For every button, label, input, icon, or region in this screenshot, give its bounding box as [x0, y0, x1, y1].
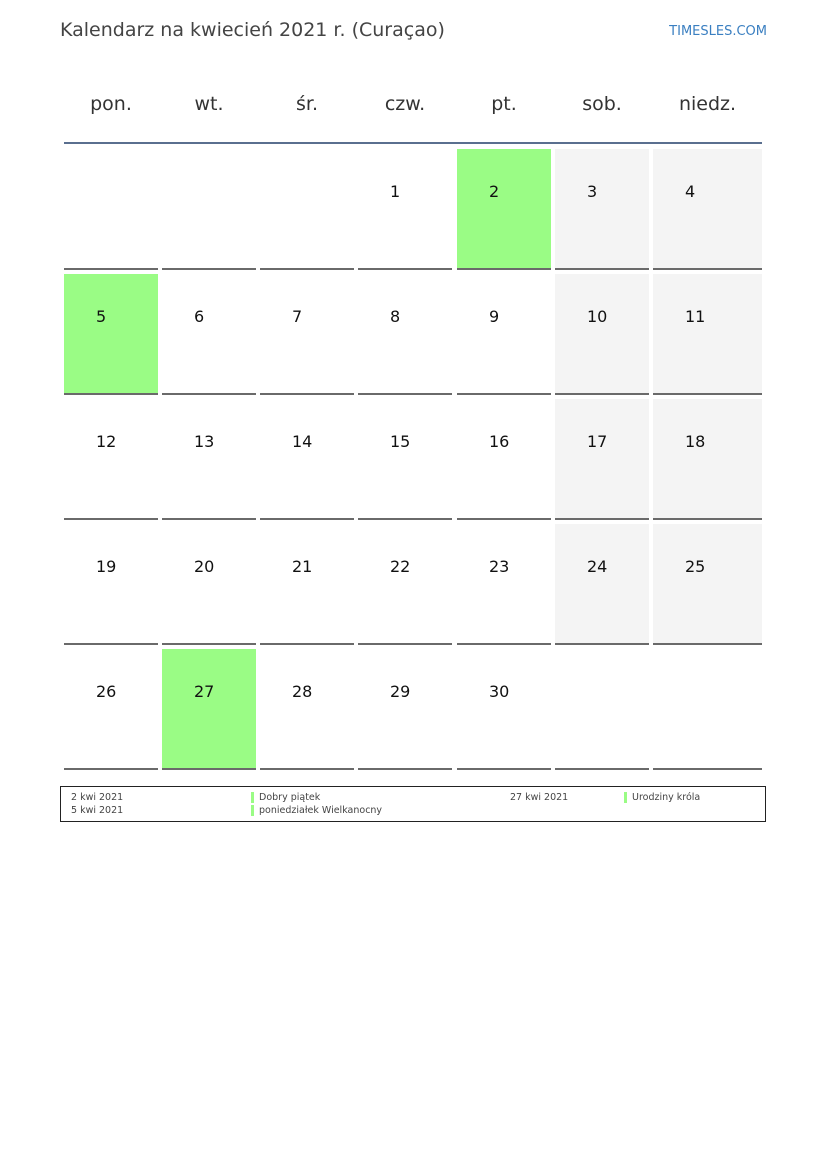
legend-color-marker — [251, 792, 254, 803]
day-number: 29 — [390, 682, 411, 701]
day-number: 27 — [194, 682, 215, 701]
day-number: 28 — [292, 682, 313, 701]
day-number: 26 — [96, 682, 117, 701]
day-cell[interactable] — [457, 399, 551, 520]
day-cell[interactable] — [162, 399, 256, 520]
day-cell[interactable] — [653, 524, 762, 645]
legend-date-3: 27 kwi 2021 — [510, 792, 569, 803]
day-cell[interactable] — [555, 524, 649, 645]
weekday-label: wt. — [194, 93, 224, 115]
day-cell[interactable] — [162, 524, 256, 645]
day-cell[interactable] — [358, 524, 452, 645]
empty-day-cell — [64, 149, 158, 270]
day-number: 16 — [489, 432, 510, 451]
legend-date-1: 2 kwi 2021 — [71, 792, 124, 803]
day-number: 15 — [390, 432, 411, 451]
day-cell[interactable] — [555, 274, 649, 395]
day-cell[interactable] — [358, 149, 452, 270]
weekday-label: śr. — [295, 93, 318, 115]
day-cell[interactable] — [162, 274, 256, 395]
day-number: 30 — [489, 682, 510, 701]
day-number: 18 — [685, 432, 706, 451]
weekday-header-row — [64, 88, 762, 120]
legend-name-3: Urodziny króla — [632, 792, 701, 803]
day-number: 10 — [587, 307, 608, 326]
day-cell[interactable] — [358, 399, 452, 520]
day-number: 2 — [489, 182, 500, 201]
day-number: 1 — [390, 182, 401, 201]
empty-day-cell — [162, 149, 256, 270]
day-cell[interactable] — [64, 399, 158, 520]
legend-name-1: Dobry piątek — [259, 792, 321, 803]
weekday-label: sob. — [582, 93, 622, 115]
day-cell[interactable] — [64, 524, 158, 645]
day-cell[interactable] — [555, 149, 649, 270]
day-cell[interactable] — [555, 399, 649, 520]
day-cell[interactable] — [260, 399, 354, 520]
page-title: Kalendarz na kwiecień 2021 r. (Curaçao) — [60, 19, 445, 41]
day-number: 9 — [489, 307, 500, 326]
weekday-label: pon. — [90, 93, 132, 115]
day-number: 25 — [685, 557, 706, 576]
day-number: 21 — [292, 557, 313, 576]
day-number: 13 — [194, 432, 215, 451]
day-cell[interactable] — [260, 274, 354, 395]
empty-day-cell — [260, 149, 354, 270]
day-number: 20 — [194, 557, 215, 576]
day-cell[interactable] — [358, 274, 452, 395]
day-cell[interactable] — [260, 649, 354, 770]
empty-day-cell — [653, 649, 762, 770]
day-number: 23 — [489, 557, 510, 576]
day-number: 19 — [96, 557, 117, 576]
day-number: 14 — [292, 432, 313, 451]
day-cell[interactable] — [653, 149, 762, 270]
day-number: 22 — [390, 557, 411, 576]
day-number: 6 — [194, 307, 205, 326]
legend-color-marker — [251, 805, 254, 816]
day-cell[interactable] — [653, 274, 762, 395]
legend-color-marker — [624, 792, 627, 803]
day-cell[interactable] — [457, 524, 551, 645]
day-cell[interactable] — [457, 149, 551, 270]
day-cell[interactable] — [358, 649, 452, 770]
weekday-label: czw. — [384, 93, 426, 115]
day-number: 5 — [96, 307, 107, 326]
day-number: 4 — [685, 182, 696, 201]
day-number: 11 — [685, 307, 706, 326]
day-cell[interactable] — [162, 649, 256, 770]
legend-name-2: poniedziałek Wielkanocny — [259, 805, 383, 816]
day-number: 7 — [292, 307, 303, 326]
day-cell[interactable] — [64, 274, 158, 395]
calendar-grid — [64, 149, 762, 770]
day-number: 12 — [96, 432, 117, 451]
site-link[interactable]: TIMESLES.COM — [669, 24, 767, 39]
day-cell[interactable] — [260, 524, 354, 645]
holiday-legend — [60, 786, 766, 822]
day-number: 3 — [587, 182, 598, 201]
day-cell[interactable] — [64, 649, 158, 770]
header-divider — [64, 142, 762, 144]
day-cell[interactable] — [457, 649, 551, 770]
day-cell[interactable] — [653, 399, 762, 520]
weekday-label: pt. — [491, 93, 517, 115]
day-cell[interactable] — [457, 274, 551, 395]
weekday-label: niedz. — [678, 93, 737, 115]
day-number: 17 — [587, 432, 608, 451]
legend-date-2: 5 kwi 2021 — [71, 805, 124, 816]
day-number: 8 — [390, 307, 401, 326]
day-number: 24 — [587, 557, 608, 576]
empty-day-cell — [555, 649, 649, 770]
